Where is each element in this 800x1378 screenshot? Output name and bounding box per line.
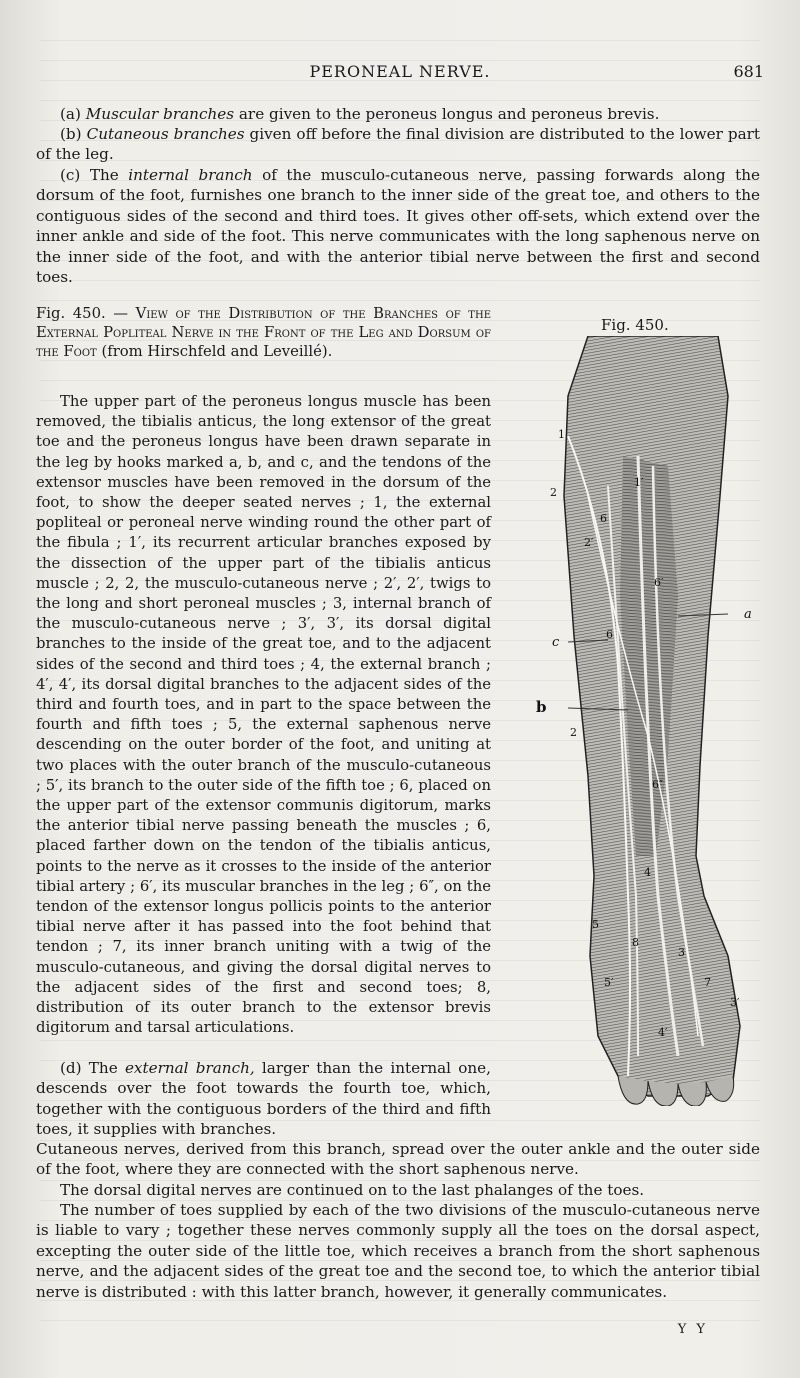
page-number: 681	[733, 62, 764, 81]
leg-nerve-illustration	[528, 336, 788, 1106]
term-internal-branch: internal branch	[128, 166, 253, 184]
paragraph-b	[36, 124, 760, 165]
marker-1p: 1′	[634, 476, 644, 489]
marker-8: 8	[632, 936, 639, 949]
toe-3	[678, 1082, 706, 1106]
label-a: (a)	[60, 105, 81, 123]
paragraph-toes-supplied: The number of toes supplied by each of the two divisions of the musculo-cutaneous nerve is liable to vary ; together these nerves commonly supply all the toes on the dorsal aspect, excepting the outer side of the little toe, which receives a branch from the short saphenous nerve, and the adjacent sides of the great toe and the second toe, to which the anterior tibial nerve is distributed : with this latter branch, however, it generally communicates.	[36, 1201, 760, 1301]
marker-7: 7	[704, 976, 711, 989]
text-d: larger than the internal one, descends over the foot towards the fourth toe, which, together with the contiguous borders of the third and fifth toes, it supplies with branches.	[36, 1059, 491, 1139]
label-d: (d) The	[60, 1059, 118, 1077]
marker-4p: 4′	[658, 1026, 668, 1039]
marker-1: 1	[558, 428, 565, 441]
marker-5: 5	[592, 918, 599, 931]
marker-3p: 3′	[730, 996, 740, 1009]
marker-4: 4	[644, 866, 651, 879]
term-external-branch: external branch,	[124, 1059, 255, 1077]
label-c: (c) The	[60, 166, 119, 184]
figure-caption	[36, 304, 491, 362]
figure-legend: The upper part of the peroneus longus muscle has been removed, the tibialis anticus, the long extensor of the great toe and the peroneus longus have been drawn separate in the leg by hooks marked a, b, and c, and the tendons of the extensor muscles have been removed in the dorsum of the foot, to show the deeper seated nerves ; 1, the external popliteal or peroneal nerve winding round the other part of the fibula ; 1′, its recurrent articular branches exposed by the dissection of the upper part of the tibialis anticus muscle ; 2, 2, the musculo-cutaneous nerve ; 2′, 2′, twigs to the long and short peroneal muscles ; 3, internal branch of the musculo-cutaneous nerve ; 3′, 3′, its dorsal digital branches to the inside of the great toe, and to the adjacent sides of the second and third toes ; 4, the external branch ; 4′, 4′, its dorsal digital branches to the adjacent sides of the third and fourth toes, and in part to the space between the fourth and fifth toes ; 5, the external saphenous nerve descending on the outer border of the foot, and uniting at two places with the outer branch of the musculo-cutaneous ; 5′, its branch to the outer side of the fifth toe ; 6, placed on the upper part of the extensor communis digitorum, marks the anterior tibial nerve passing beneath the muscles ; 6, placed farther down on the tendon of the tibialis anticus, points to the nerve as it crosses to the inside of the anterior tibial artery ; 6′, its muscular branches in the leg ; 6″, on the tendon of the extensor longus pollicis points to the anterior tibial nerve after it has passed into the foot behind that tendon ; 7, its inner branch uniting with a twig of the musculo-cutaneous, and giving the dorsal digital nerves to the adjacent sides of the first and second toes; 8, distribution of its outer branch to the extensor brevis digitorum and tarsal articulations.	[36, 393, 491, 1037]
marker-6b: 6	[606, 628, 613, 641]
marker-6pp: 6″	[652, 778, 664, 791]
paragraph-dorsal-digital: The dorsal digital nerves are continued on to the last phalanges of the toes.	[60, 1181, 645, 1199]
caption-number: Fig. 450. —	[36, 305, 129, 322]
running-title: PERONEAL NERVE.	[309, 62, 491, 81]
marker-a: a	[744, 607, 752, 622]
paragraph-d	[36, 1058, 491, 1140]
marker-6: 6	[600, 512, 607, 525]
marker-c: c	[552, 635, 560, 650]
page-header	[0, 62, 800, 86]
marker-b: b	[536, 698, 547, 716]
caption-title: View of the Distribution of the Branches of the External Popliteal Nerve in the Front of the Leg and Dorsum of the Foot	[36, 305, 491, 361]
text-a: are given to the peroneus longus and peroneus brevis.	[234, 105, 660, 123]
text-c: of the musculo-cutaneous nerve, passing forwards along the dorsum of the foot, furnishes one branch to the inner side of the great toe, and others to the contiguous sides of the second and third toes. It gives other off-sets, which extend over the inner ankle and side of the foot. This nerve communicates with the long saphenous nerve on the inner side of the foot, and with the anterior tibial nerve between the first and second toes.	[36, 166, 761, 287]
figure-label: Fig. 450.	[601, 316, 669, 334]
marker-3: 3	[678, 946, 685, 959]
toe-4	[648, 1081, 678, 1106]
paragraph-a	[36, 104, 760, 124]
paragraph-c	[36, 165, 760, 287]
marker-5p: 5′	[604, 976, 614, 989]
marker-2b: 2	[570, 726, 577, 739]
marker-6p: 6′	[654, 576, 664, 589]
label-b: (b)	[60, 125, 82, 143]
caption-source: (from Hirschfeld and Leveillé).	[101, 343, 333, 361]
term-muscular-branches: Muscular branches	[85, 105, 235, 123]
paragraph-d-continued: Cutaneous nerves, derived from this branch, spread over the outer ankle and the outer side of the foot, where they are connected with the short saphenous nerve.	[36, 1140, 760, 1179]
term-cutaneous-branches: Cutaneous branches	[86, 125, 245, 143]
signature-mark: Y Y	[677, 1322, 708, 1337]
marker-2: 2	[550, 486, 557, 499]
marker-2p: 2′	[584, 536, 594, 549]
text-b: given off before the final division are distributed to the lower part of the leg.	[36, 125, 761, 164]
